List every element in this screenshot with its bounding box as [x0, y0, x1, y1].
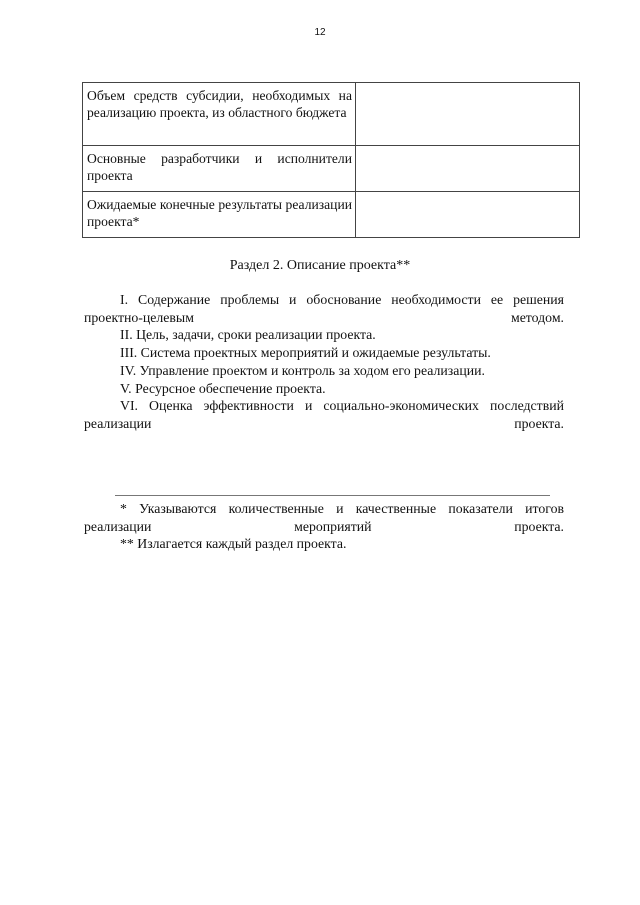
- table-cell-value: [356, 83, 580, 146]
- section-item: II. Цель, задачи, сроки реализации проекта.: [120, 327, 376, 343]
- table-row: [83, 192, 580, 238]
- table-cell-label: Основные разработчики и исполнители проекта: [83, 146, 356, 192]
- section-list: [84, 291, 564, 433]
- section-title: Раздел 2. Описание проекта**: [229, 258, 411, 273]
- section-item: VI. Оценка эффективности и социально-экономических последствий реализации проекта.: [84, 398, 564, 431]
- page-number: 12: [314, 27, 326, 38]
- footnote-divider: [115, 495, 550, 496]
- table-row: [83, 83, 580, 146]
- footnote: ** Излагается каждый раздел проекта.: [120, 536, 347, 552]
- section-item: IV. Управление проектом и контроль за ходом его реализации.: [120, 362, 485, 378]
- footnotes: [84, 500, 564, 553]
- section-item: I. Содержание проблемы и обоснование необходимости ее решения проектно-целевым методом.: [84, 292, 564, 325]
- table-row: [83, 146, 580, 192]
- table-cell-label: Ожидаемые конечные результаты реализации проекта*: [83, 192, 356, 238]
- table-cell-value: [356, 192, 580, 238]
- footnote: * Указываются количественные и качественные показатели итогов реализации мероприятий проекта.: [84, 501, 564, 534]
- section-item: III. Система проектных мероприятий и ожидаемые результаты.: [120, 345, 491, 361]
- table-cell-value: [356, 146, 580, 192]
- project-info-table: [82, 82, 580, 238]
- table-cell-label: Объем средств субсидии, необходимых на реализацию проекта, из областного бюджета: [83, 83, 356, 146]
- section-item: V. Ресурсное обеспечение проекта.: [120, 380, 326, 396]
